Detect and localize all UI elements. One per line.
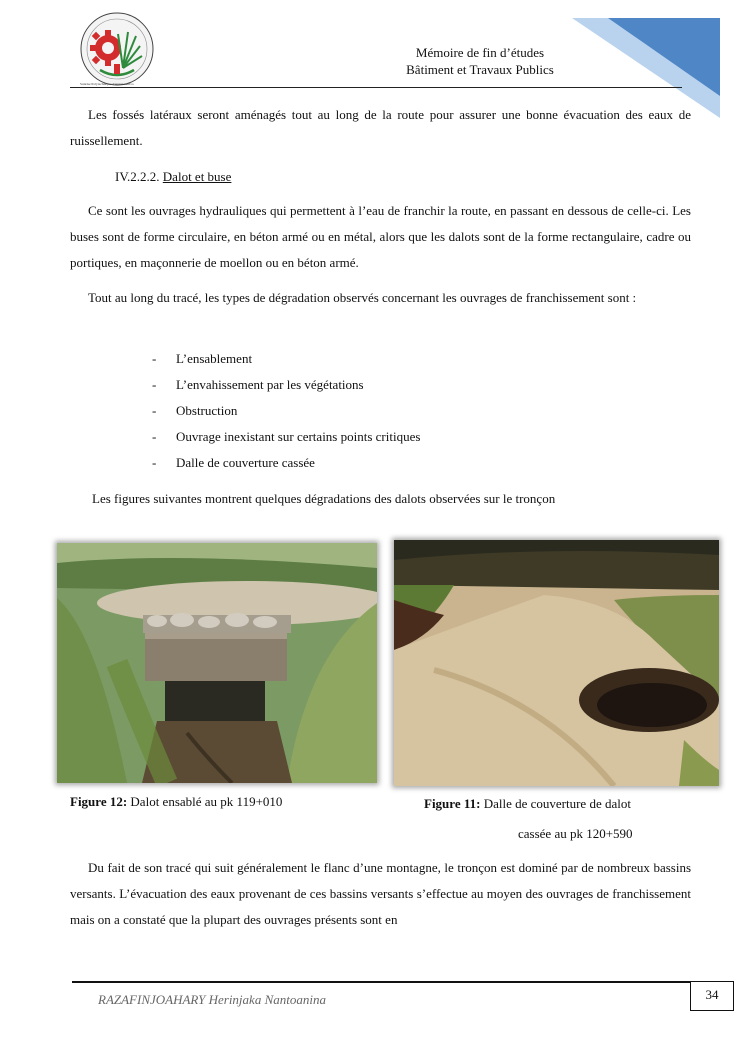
list-item: - L’ensablement: [152, 351, 253, 366]
figure-12-photo: [57, 543, 377, 783]
page-number: 34: [690, 981, 734, 1011]
figure-12-caption: [70, 793, 282, 811]
list-item: - Ouvrage inexistant sur certains points critiques: [152, 429, 421, 444]
logo-caption: Sunrise Polytechnique d'Antananarivo: [80, 82, 134, 86]
footer-divider: [72, 981, 690, 983]
figure-11-text: Dalle de couverture de dalot: [483, 796, 631, 811]
figure-12-text: Dalot ensablé au pk 119+010: [130, 794, 283, 809]
list-item: - Dalle de couverture cassée: [152, 455, 315, 470]
section-number: IV.2.2.2.: [115, 169, 160, 184]
section-heading: [115, 164, 231, 190]
paragraph-degradations: Tout au long du tracé, les types de dégradation observés concernant les ouvrages de franchissement sont :: [88, 290, 637, 305]
header-title: [360, 44, 600, 78]
figure-12-label: Figure 12:: [70, 794, 128, 809]
header-line-1: Mémoire de fin d’études: [415, 45, 545, 60]
paragraph-definition: Ce sont les ouvrages hydrauliques qui permettent à l’eau de franchir la route, en passant en dessous de celle-ci. Les buses sont de forme circulaire, en béton armé ou en métal, alors que les dalots sont de la forme rectangulaire, cadre ou portiques, en maçonnerie de moellon ou en béton armé.: [70, 203, 691, 270]
section-title: Dalot et buse: [162, 169, 232, 184]
header-divider: [70, 87, 682, 88]
paragraph-figures-intro: Les figures suivantes montrent quelques dégradations des dalots observées sur le tronçon: [92, 491, 556, 506]
paragraph-fosses: Les fossés latéraux seront aménagés tout au long de la route pour assurer une bonne évacuation des eaux de ruissellement.: [70, 107, 691, 148]
figure-11-photo: [394, 540, 719, 786]
figure-11-caption-line2: cassée au pk 120+590: [518, 826, 633, 841]
figure-11-label: Figure 11:: [424, 796, 481, 811]
header-line-2: Bâtiment et Travaux Publics: [406, 62, 554, 77]
figure-11-caption: [424, 795, 631, 813]
paragraph-bassins: Du fait de son tracé qui suit généralement le flanc d’une montagne, le tronçon est dominé par de nombreux bassins versants. L’évacuation des eaux provenant de ces bassins versants s’effectue au moyen des ouvrages de franchissement mais on a constaté que la plupart des ouvrages présents sont en: [70, 860, 691, 927]
list-item: - L’envahissement par les végétations: [152, 377, 364, 392]
footer-author: RAZAFINJOAHARY Herinjaka Nantoanina: [98, 992, 326, 1007]
school-logo: [78, 10, 156, 88]
degradation-list: [152, 346, 420, 476]
list-item: - Obstruction: [152, 403, 238, 418]
